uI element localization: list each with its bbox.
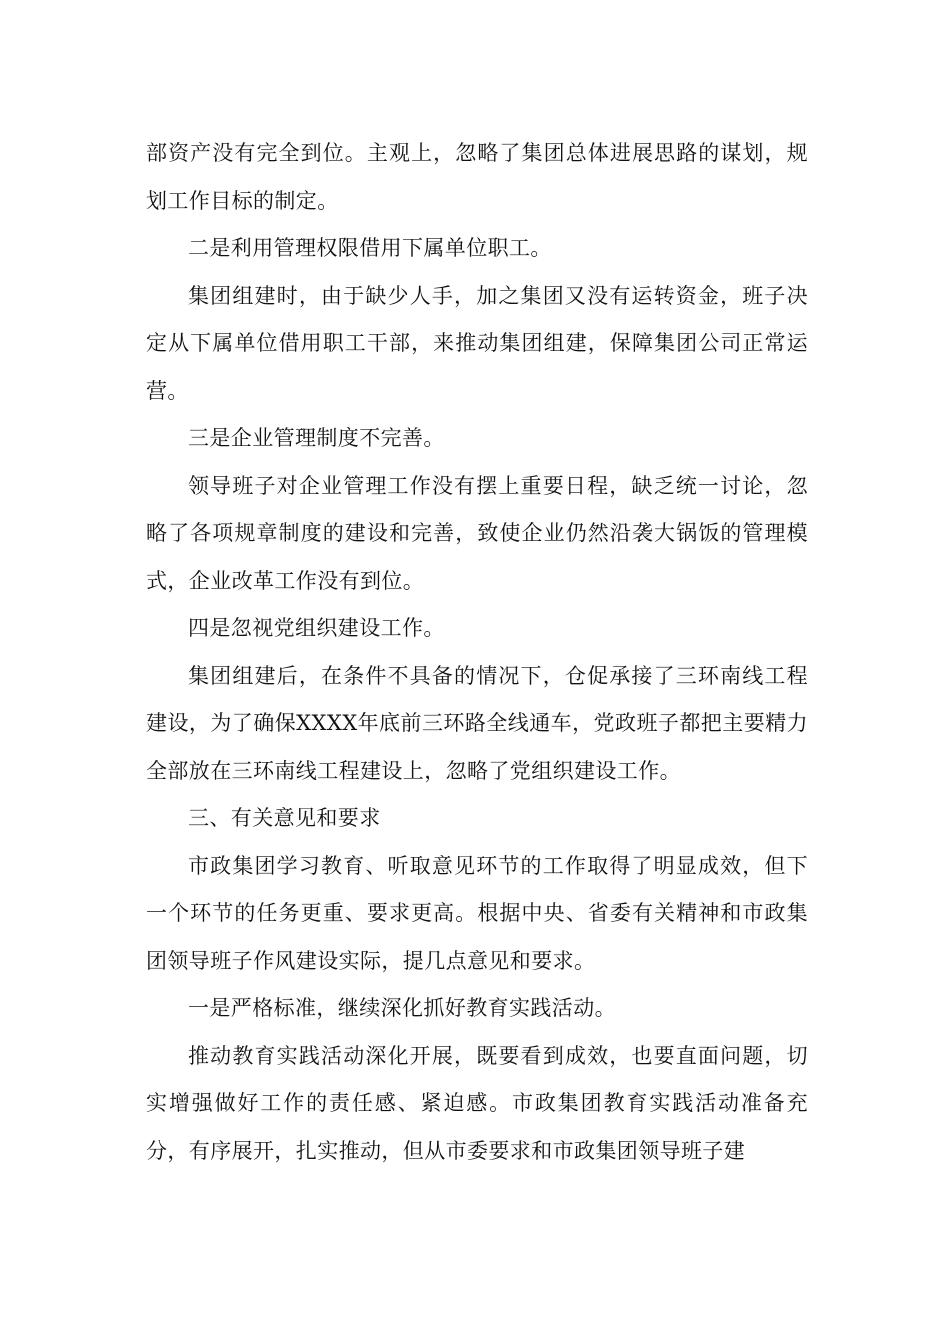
paragraph-11: 推动教育实践活动深化开展，既要看到成效，也要直面问题，切实增强做好工作的责任感、紧迫感。市政集团教育实践活动准备充分，有序展开，扎实推动，但从市委要求和市政集团领导班子建	[146, 1043, 808, 1163]
paragraph-1: 部资产没有完全到位。主观上，忽略了集团总体进展思路的谋划，规划工作目标的制定。	[146, 141, 808, 213]
paragraph-10-heading: 一是严格标准，继续深化抓好教育实践活动。	[188, 996, 616, 1020]
section-heading: 三、有关意见和要求	[188, 806, 381, 830]
paragraph-6-heading: 四是忽视党组织建设工作。	[188, 616, 445, 640]
paragraph-9: 市政集团学习教育、听取意见环节的工作取得了明显成效，但下一个环节的任务更重、要求更高。根据中央、省委有关精神和市政集团领导班子作风建设实际，提几点意见和要求。	[146, 853, 808, 973]
paragraph-4-heading: 三是企业管理制度不完善。	[188, 426, 445, 450]
document-body	[146, 130, 808, 1175]
paragraph-2-heading: 二是利用管理权限借用下属单位职工。	[188, 236, 552, 260]
paragraph-3: 集团组建时，由于缺少人手，加之集团又没有运转资金，班子决定从下属单位借用职工干部，来推动集团组建，保障集团公司正常运营。	[146, 283, 808, 403]
paragraph-5: 领导班子对企业管理工作没有摆上重要日程，缺乏统一讨论，忽略了各项规章制度的建设和完善，致使企业仍然沿袭大锅饭的管理模式，企业改革工作没有到位。	[146, 473, 808, 593]
paragraph-7: 集团组建后，在条件不具备的情况下，仓促承接了三环南线工程建设，为了确保XXXX年底前三环路全线通车，党政班子都把主要精力全部放在三环南线工程建设上，忽略了党组织建设工作。	[146, 663, 808, 783]
